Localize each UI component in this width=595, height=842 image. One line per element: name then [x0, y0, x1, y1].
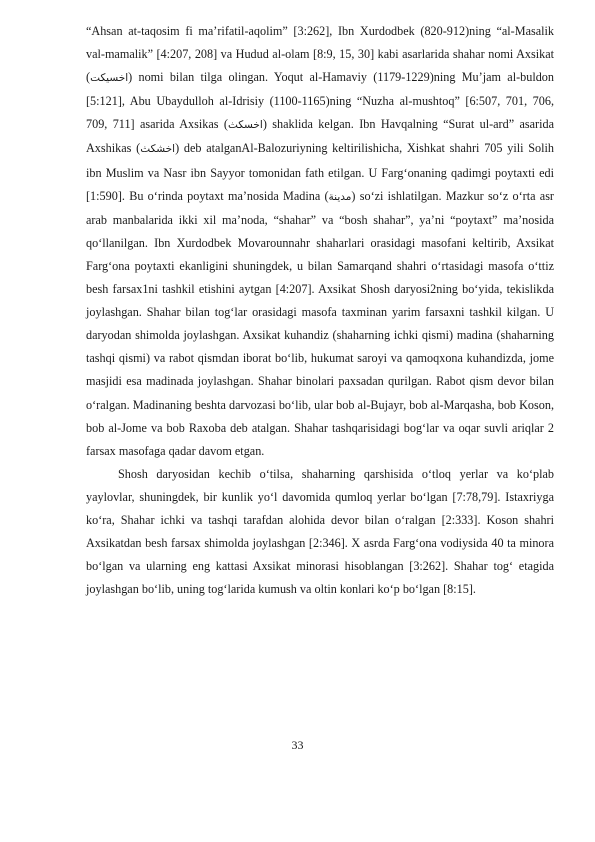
paragraph-1: [86, 20, 554, 463]
arabic-term-axsikat: اخسيكت: [90, 72, 129, 85]
text-segment: ) shaklida kelgan. Ibn Havqalning “Surat ul-ard” asarida Axshikas (: [86, 117, 555, 156]
body-text: [86, 20, 554, 601]
page-number: 33: [291, 738, 304, 752]
arabic-term-axsikas: اخسكث: [227, 119, 263, 132]
text-segment: ) deb atalganAl-Balozuriyning keltirilishicha, Xishkat shahri 705 yili Solih ibn Muslim va Nasr ibn Sayyor tomonidan fath etilgan. U Farg‘onaning qadimgi poytaxti edi [1:590]. Bu o‘rinda poytaxt ma’nosida Madina (: [86, 141, 554, 203]
paragraph-2: [86, 463, 554, 602]
text-segment: “Ahsan at-taqosim fi ma’rifatil-aqolim” [3:262], Ibn Xurdodbek (820-912)ning “al-Masalik val-mamalik” [4:207, 208] va Hudud al-olam [8:9, 15, 30] kabi asarlarida shahar nomi Axsikat (: [86, 24, 554, 85]
text-segment: Shosh daryosidan kechib o‘tilsa, shaharning qarshisida o‘tloq yerlar va ko‘plab yaylovlar, shuningdek, bir kunlik yo‘l davomida qumloq yerlar bo‘lgan [7:78,79]. Istaxriyga ko‘ra, Shahar ichki va tashqi tarafdan alohida devor bilan o‘ralgan [2:333]. Koson shahri Axsikatdan besh farsax shimolda joylashgan [2:346]. X asrda Farg‘ona vodiysida 40 ta minora bo‘lgan va ularning eng kattasi Axsikat minorasi hisoblangan [3:262]. Shahar tog‘ etagida joylashgan bo‘lib, uning tog‘larida kumush va oltin konlari ko‘p bo‘lgan [8:15].: [86, 466, 554, 597]
text-segment: ) nomi bilan tilga olingan. Yoqut al-Hamaviy (1179-1229)ning Mu’jam al-buldon [5:121], Abu Ubaydulloh al-Idrisiy (1100-1165)ning “Nuzha al-mushtoq” [6:507, 701, 706, 709, 711] asarida Axsikas (: [86, 70, 554, 132]
text-segment: ) so‘zi ishlatilgan. Mazkur so‘z o‘rta asr arab manbalarida ikki xil ma’noda, “shahar” va “bosh shahar”, ya’ni “poytaxt” ma’nosida qo‘llanilgan. Ibn Xurdodbek Movarounnahr shaharlari orasidagi masofani keltirib, Axsikat Farg‘ona poytaxti ekanligini shuningdek, u bilan Samarqand shahri o‘rtasidagi masofa o‘ttiz besh farsax1ni tashkil etishini aytgan [4:207]. Axsikat Shosh daryosi2ning bo‘yida, tekislikda joylashgan. Shahar bilan tog‘lar orasidagi masofa taxminan yarim farsaxni tashkil kilgan. U daryodan shimolda joylashgan. Axsikat kuhandiz (shaharning ichki qismi) madina (shaharning tashqi qismi) va rabot qismdan iborat bo‘lib, hukumat saroyi va qamoqxona kuhandizda, jome masjidi esa madinada joylashgan. Shahar binolari paxsadan qurilgan. Rabot qism devor bilan o‘ralgan. Madinaning beshta darvozasi bo‘lib, ular bob al-Bujayr, bob al-Marqasha, bob Koson, bob al-Jome va bob Raxoba deb atalgan. Shahar tashqarisidagi bog‘lar va oqar suvli ariqlar 2 farsax masofaga qadar davom etgan.: [86, 188, 554, 458]
arabic-term-axshikas: اخشكث: [140, 143, 176, 156]
arabic-term-madina: مدينة: [328, 190, 352, 203]
